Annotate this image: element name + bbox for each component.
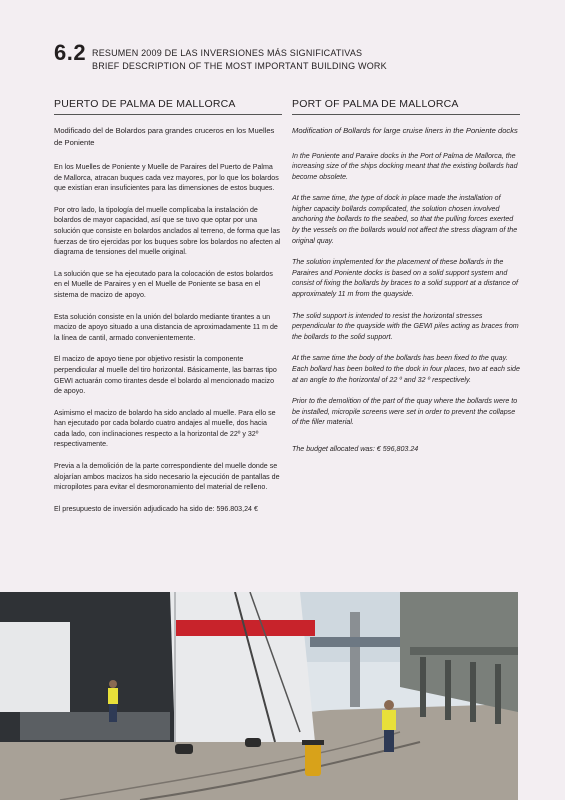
- english-paragraph: In the Poniente and Paraire docks in the Port of Palma de Mallorca, the increasing size of the ships docking meant that the existing bollards had become obsolete.: [292, 151, 518, 181]
- port-photo: [0, 592, 518, 800]
- english-paragraph: At the same time, the type of dock in place made the installation of higher capacity bollards complicated, the solution chosen involved anchoring the bollards to the seabed, so that the pulling forces exerted by the vessels on the bollards would not affect the stress diagram of the original quay.: [292, 194, 518, 245]
- terminal-column: [445, 660, 451, 720]
- bollard-cap: [302, 740, 324, 745]
- spanish-paragraph: Previa a la demolición de la parte correspondiente del muelle donde se alojarían ambos macizos ha sido necesario la ejecución de pantallas de micropilotes para evitar el desmoronamiento del material de relleno.: [54, 462, 280, 492]
- english-paragraph: At the same time the body of the bollards has been fixed to the quay. Each bollard has been bolted to the dock in four places, two at each side at an angle to the horizontal of 22 º and 32 º respectively.: [292, 354, 520, 384]
- english-heading: PORT OF PALMA DE MALLORCA: [292, 98, 520, 115]
- section-title: [92, 47, 387, 73]
- section-number: 6.2: [54, 40, 87, 65]
- spanish-column: [54, 98, 282, 525]
- english-column: [292, 98, 520, 466]
- english-paragraph: Prior to the demolition of the part of the quay where the bollards were to be installed, micropile screens were set in order to prevent the collapse of the filler material.: [292, 397, 518, 427]
- quay-scene-illustration: [0, 592, 518, 800]
- spanish-paragraph: Esta solución consiste en la unión del bolardo mediante tirantes a un macizo de apoyo situado a una distancia de aproximadamente 11 m de la línea de cantil, armado convenientemente.: [54, 312, 278, 342]
- spanish-paragraph: El macizo de apoyo tiene por objetivo resistir la componente perpendicular al muelle del tiro horizontal. Básicamente, las barras tipo GEWI actuarán como tirantes desde el bolardo al mencionado macizo de apoyo.: [54, 355, 277, 396]
- spanish-budget: El presupuesto de inversión adjudicado ha sido de: 596.803,24 €: [54, 504, 258, 513]
- spanish-subheading: Modificado del de Bolardos para grandes cruceros en los Muelles de Poniente: [54, 126, 275, 147]
- section-title-en: BRIEF DESCRIPTION OF THE MOST IMPORTANT BUILDING WORK: [92, 61, 387, 71]
- worker-legs: [109, 704, 117, 722]
- terminal-column: [420, 657, 426, 717]
- worker-head: [384, 700, 394, 710]
- worker-legs: [384, 730, 394, 752]
- gangway-bridge: [310, 637, 410, 647]
- yellow-bollard: [305, 742, 321, 776]
- english-paragraph: The solution implemented for the placement of these bollards in the Paraires and Poniente docks is based on a solid support system and consist of fixing the bollards by braces to a solid support at a distance of approximately 11 m from the quayside.: [292, 258, 518, 299]
- spanish-paragraph: Por otro lado, la tipología del muelle complicaba la instalación de bolardos de mayor capacidad, así que se tuvo que optar por una solución que consiste en bolardos anclados al terreno, de forma que las fuerzas de tiro ejercidas por los buques sobre los bolardos no afecten al diagrama de tensiones del muelle original.: [54, 205, 281, 257]
- spanish-heading: PUERTO DE PALMA DE MALLORCA: [54, 98, 282, 115]
- bollard: [175, 744, 193, 754]
- terminal-roof-edge: [410, 647, 518, 655]
- english-paragraph: The solid support is intended to resist the horizontal stresses perpendicular to the quayside with the GEWI piles acting as braces from the bollards to the solid support.: [292, 311, 519, 341]
- terminal-column: [495, 664, 501, 724]
- worker-vest: [108, 688, 118, 704]
- ship-ramp: [20, 712, 170, 740]
- worker-head: [109, 680, 117, 688]
- spanish-paragraph: En los Muelles de Poniente y Muelle de Paraires del Puerto de Palma de Mallorca, atracan buques cada vez mayores, por lo que los bolardos que existían eran insuficientes para las dimensiones de estos buques.: [54, 163, 279, 193]
- terminal-column: [470, 662, 476, 722]
- bollard: [245, 738, 261, 747]
- ship-hull: [170, 592, 315, 742]
- truck-body: [0, 622, 70, 712]
- gangway-tower: [350, 612, 360, 707]
- spanish-paragraph: Asimismo el macizo de bolardo ha sido anclado al muelle. Para ello se han ejecutado por cada bolardo cuatro andajes al muelle, dos hacia cada lado, con inclinaciones respecto a la horizontal de 22º y 32º respectivamente.: [54, 408, 276, 449]
- worker-vest: [382, 710, 396, 730]
- spanish-paragraph: La solución que se ha ejecutado para la colocación de estos bolardos en el Muelle de Paraires y en el Muelle de Poniente se basa en el sistema de macizo de apoyo.: [54, 269, 273, 299]
- english-subheading: Modification of Bollards for large cruise liners in the Poniente docks: [292, 126, 518, 135]
- english-budget: The budget allocated was: € 596,803.24: [292, 444, 419, 453]
- section-title-es: RESUMEN 2009 DE LAS INVERSIONES MÁS SIGNIFICATIVAS: [92, 48, 363, 58]
